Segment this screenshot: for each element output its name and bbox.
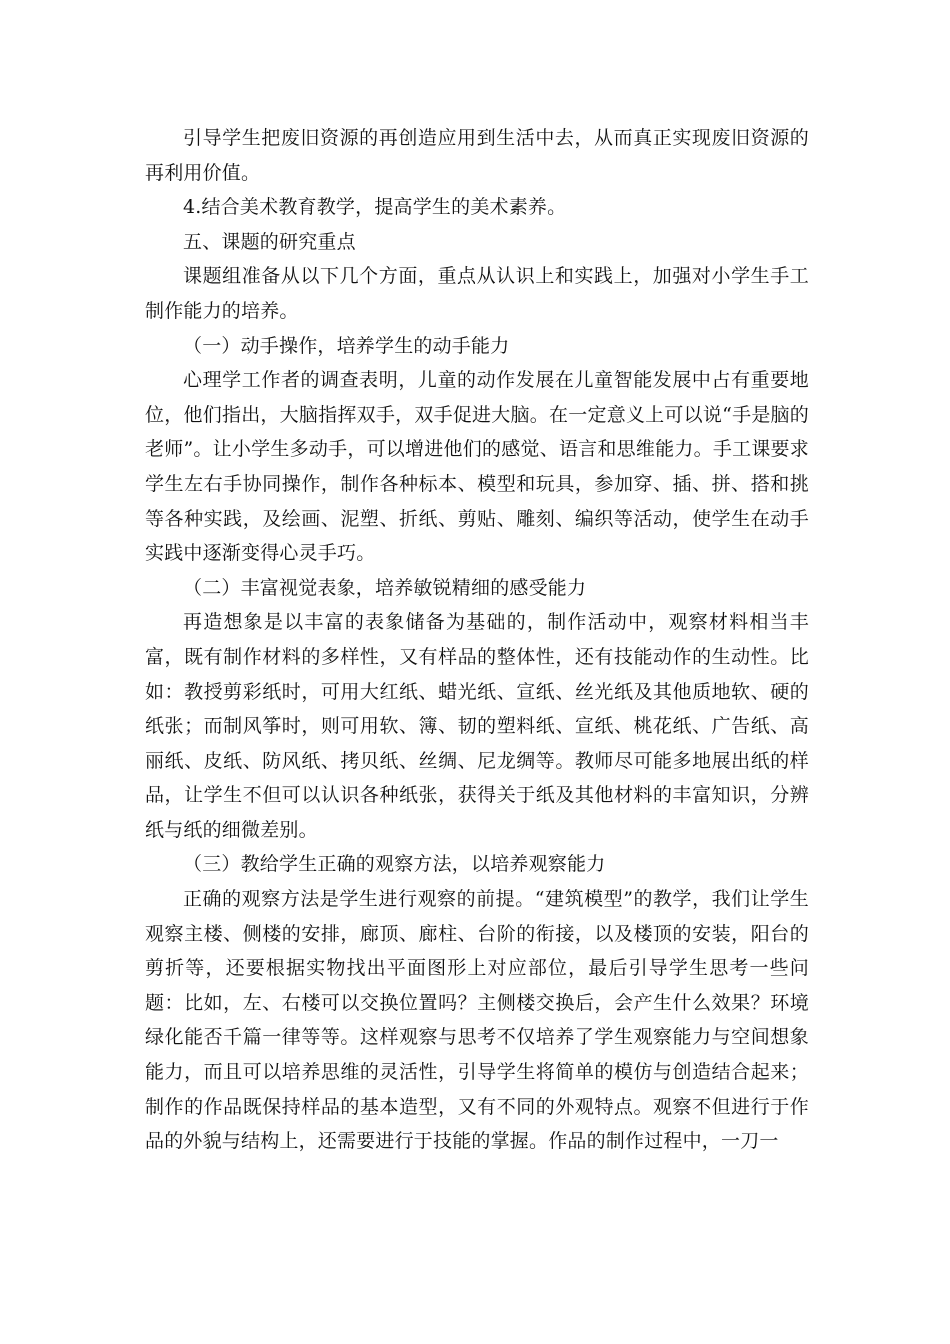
paragraph-visual-imagery: 再造想象是以丰富的表象储备为基础的，制作活动中，观察材料相当丰富，既有制作材料的多样性，又有样品的整体性，还有技能动作的生动性。比如：教授剪彩纸时，可用大红纸、蜡光纸、宣纸、丝光纸及其他质地软、硬的纸张；而制风筝时，则可用软、簿、韧的塑料纸、宣纸、桃花纸、广告纸、高丽纸、皮纸、防风纸、拷贝纸、丝绸、尼龙绸等。教师尽可能多地展出纸的样品，让学生不但可以认识各种纸张，获得关于纸及其他材料的丰富知识，分辨纸与纸的细微差别。 xyxy=(145,611,809,841)
sub-heading-3: （三）教给学生正确的观察方法，以培养观察能力 xyxy=(183,853,606,876)
list-item-4: 4.结合美术教育教学，提高学生的美术素养。 xyxy=(183,196,567,219)
section-heading-5: 五、课题的研究重点 xyxy=(183,230,356,253)
paragraph-research-focus: 课题组准备从以下几个方面，重点从认识上和实践上，加强对小学生手工制作能力的培养。 xyxy=(145,265,809,322)
paragraph-observation: 正确的观察方法是学生进行观察的前提。“建筑模型”的教学，我们让学生观察主楼、侧楼的安排，廊顶、廊柱、台阶的衔接，以及楼顶的安装，阳台的剪折等，还要根据实物找出平面图形上对应部位，最后引导学生思考一些问题：比如，左、右楼可以交换位置吗？主侧楼交换后，会产生什么效果？环境绿化能否千篇一律等等。这样观察与思考不仅培养了学生观察能力与空间想象能力，而且可以培养思维的灵活性，引导学生将简单的模仿与创造结合起来；制作的作品既保持样品的基本造型，又有不同的外观特点。观察不但进行于作品的外貌与结构上，还需要进行于技能的掌握。作品的制作过程中，一刀一 xyxy=(145,888,809,1153)
paragraph-hands-on: 心理学工作者的调查表明，儿童的动作发展在儿童智能发展中占有重要地位，他们指出，大脑指挥双手，双手促进大脑。在一定意义上可以说“手是脑的老师”。让小学生多动手，可以增进他们的感觉、语言和思维能力。手工课要求学生左右手协同操作，制作各种标本、模型和玩具，参加穿、插、拼、搭和挑等各种实践，及绘画、泥塑、折纸、剪贴、雕刻、编织等活动，使学生在动手实践中逐渐变得心灵手巧。 xyxy=(145,369,809,565)
document-body xyxy=(145,121,809,1159)
sub-heading-2: （二）丰富视觉表象，培养敏锐精细的感受能力 xyxy=(183,576,587,599)
paragraph-continued: 引导学生把废旧资源的再创造应用到生活中去，从而真正实现废旧资源的再利用价值。 xyxy=(145,127,809,184)
sub-heading-1: （一）动手操作，培养学生的动手能力 xyxy=(183,334,510,357)
